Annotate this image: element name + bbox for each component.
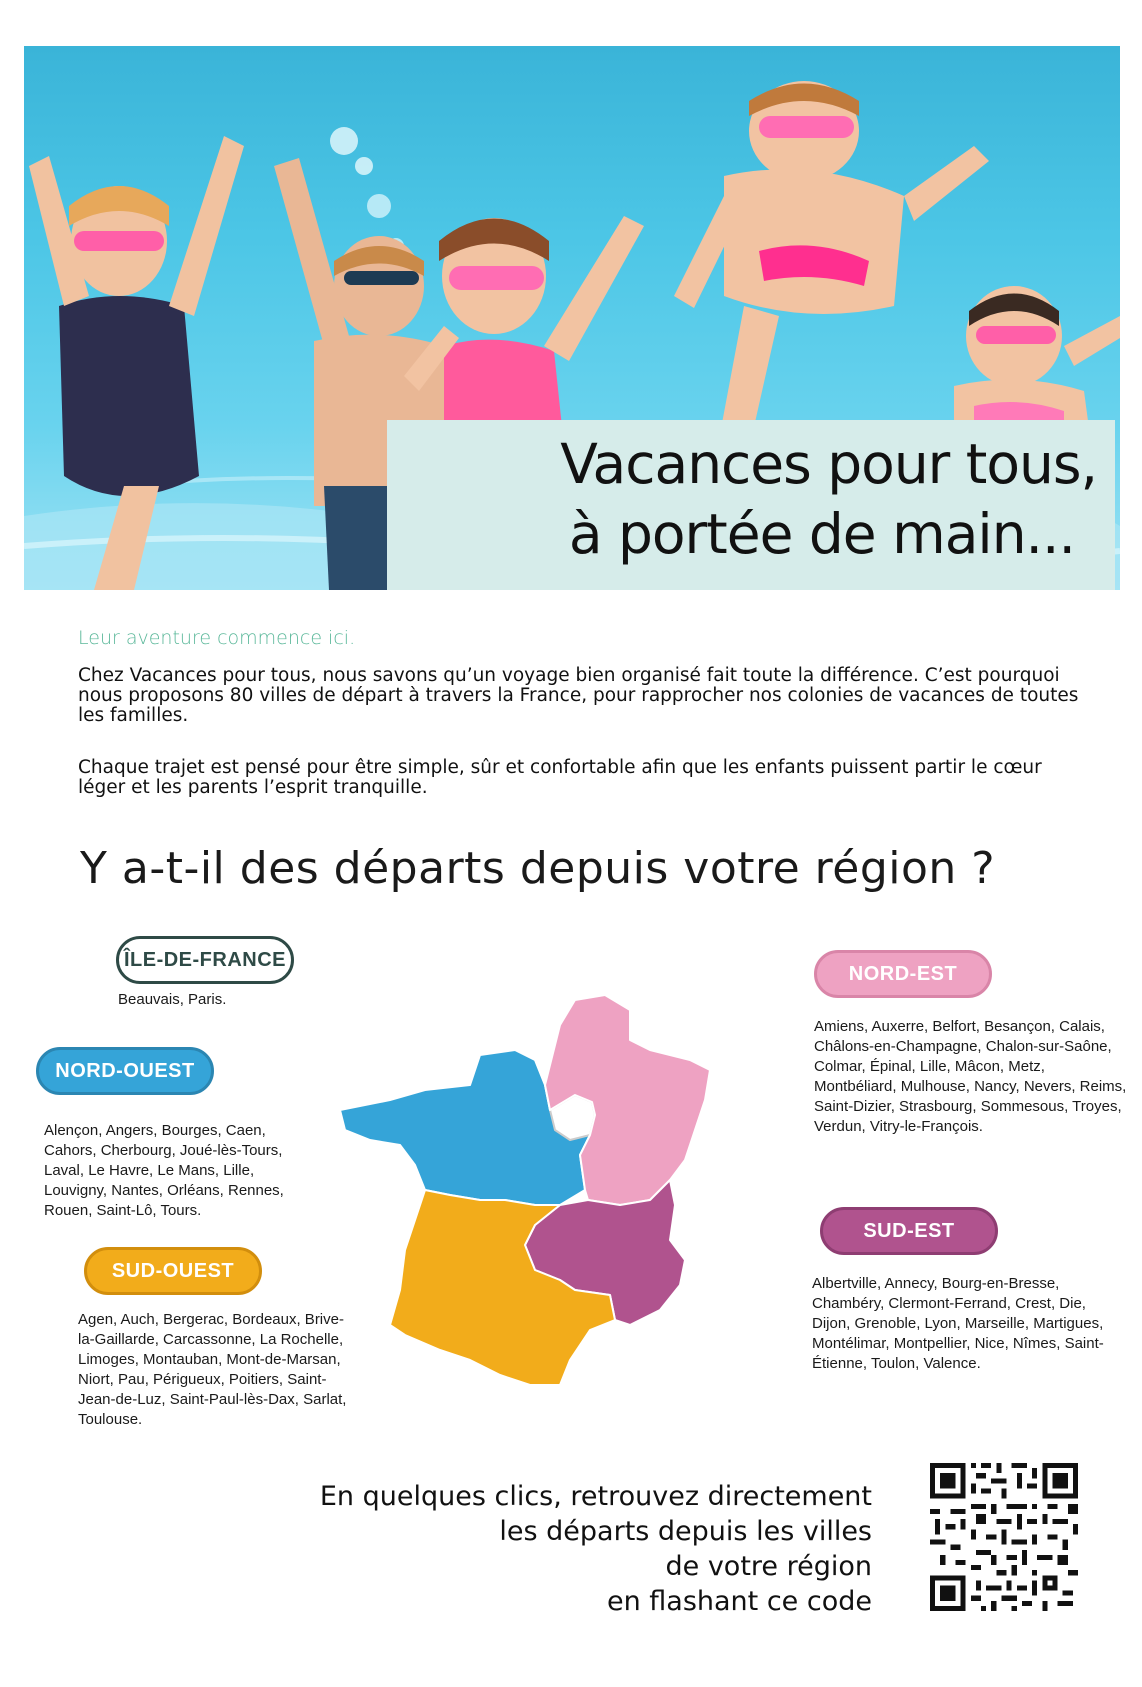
pill-sud-est: SUD-EST [820,1207,998,1255]
cities-sud-ouest: Agen, Auch, Bergerac, Bordeaux, Brive-la-Gaillarde, Carcassonne, La Rochelle, Limoges, Montauban, Mont-de-Marsan, Niort, Pau, Périgueux, Poitiers, Saint-Jean-de-Luz, Saint-Paul-lès-Dax, Sarlat, Toulouse. [78,1311,347,1428]
pill-ile-de-france: ÎLE-DE-FRANCE [116,936,294,984]
cta-line-1: En quelques clics, retrouvez directement [319,1481,872,1512]
intro-paragraph-1: Chez Vacances pour tous, nous savons qu’un voyage bien organisé fait toute la différence. C’est pourquoi nous proposons 80 villes de départ à travers la France, pour rapprocher nos colonies de vacances de toutes les familles. [78,665,1079,726]
pill-sud-ouest: SUD-OUEST [84,1247,262,1295]
tagline: Leur aventure commence ici. [78,627,356,649]
pill-nord-est: NORD-EST [814,950,992,998]
france-regions-map [330,990,770,1420]
hero-title-line2: à portée de main... [568,502,1075,566]
qr-code-icon[interactable] [930,1463,1078,1611]
cta-line-3: de votre région [665,1551,872,1582]
intro-paragraph-2: Chaque trajet est pensé pour être simple, sûr et confortable afin que les enfants puissent partir le cœur léger et les parents l’esprit tranquille. [78,757,1042,798]
pill-nord-ouest: NORD-OUEST [36,1047,214,1095]
cities-sud-est: Albertville, Annecy, Bourg-en-Bresse, Chambéry, Clermont-Ferrand, Crest, Die, Dijon, Grenoble, Lyon, Marseille, Martigues, Montélimar, Montpellier, Nice, Nîmes, Saint-Étienne, Toulon, Valence. [812,1275,1104,1372]
cta-text [320,1479,872,1619]
cities-nord-est: Amiens, Auxerre, Belfort, Besançon, Calais, Châlons-en-Champagne, Chalon-sur-Saône, Colmar, Épinal, Lille, Mâcon, Metz, Montbéliard, Mulhouse, Nancy, Nevers, Reims, Saint-Dizier, Strasbourg, Sommesous, Troyes, Verdun, Vitry-le-François. [814,1018,1127,1135]
cta-line-2: les départs depuis les villes [499,1516,872,1547]
hero-title-box [387,420,1115,590]
cta-line-4: en flashant ce code [606,1586,872,1617]
section-question: Y a-t-il des départs depuis votre région ? [80,843,996,894]
cities-nord-ouest: Alençon, Angers, Bourges, Caen, Cahors, Cherbourg, Joué-lès-Tours, Laval, Le Havre, Le Mans, Lille, Louvigny, Nantes, Orléans, Rennes, Rouen, Saint-Lô, Tours. [44,1122,284,1219]
hero-photo [24,46,1120,590]
hero-title-line1: Vacances pour tous, [560,432,1097,496]
cities-ile-de-france: Beauvais, Paris. [118,991,227,1008]
